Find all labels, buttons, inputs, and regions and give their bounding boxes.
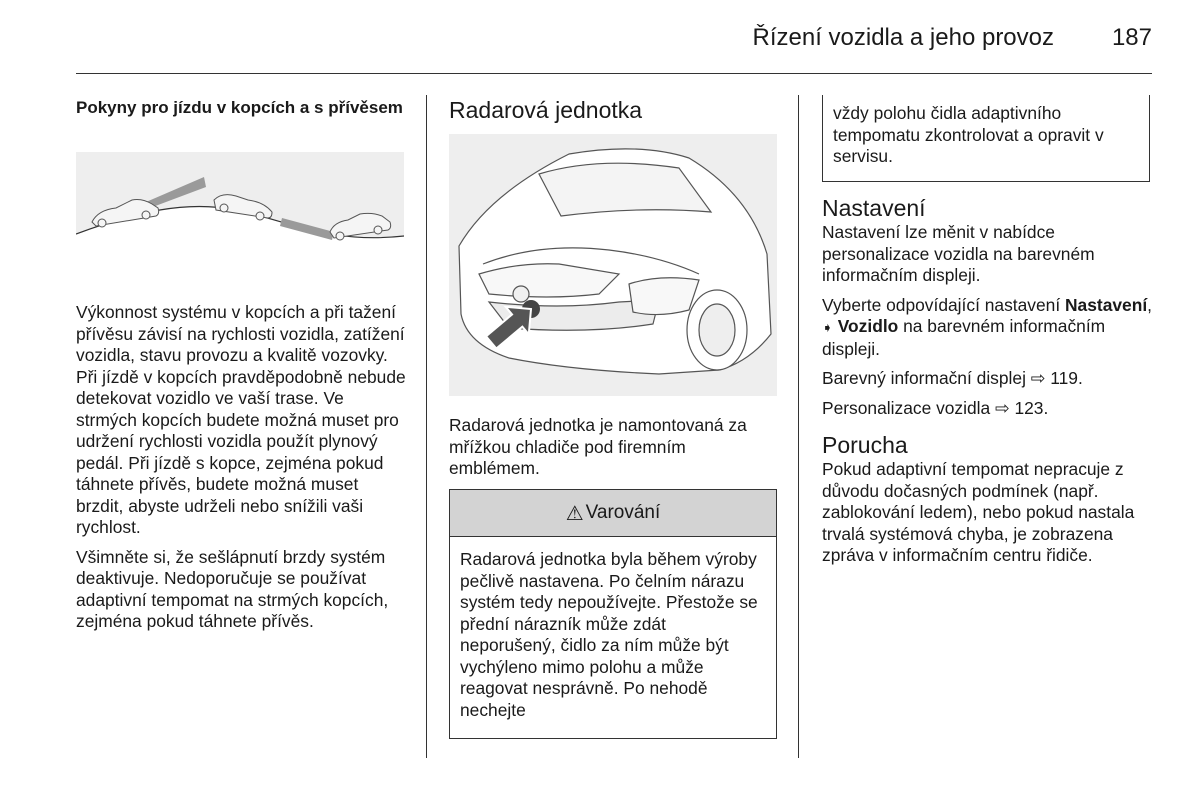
warning-continuation-text: vždy polohu čidla adaptivního tempomatu zkontrolovat a opravit v servisu.: [833, 103, 1104, 166]
header-rule: [76, 73, 1152, 74]
hill-cars-drawing: [76, 152, 404, 256]
menu-path-settings: Nastavení: [1065, 294, 1148, 315]
section-heading-settings: Nastavení: [822, 195, 926, 221]
column-1-body: [76, 302, 406, 633]
reference-vehicle-personalization: [822, 398, 1152, 420]
settings-rest: na barevném informačním displeji.: [822, 316, 1106, 359]
page-reference-icon: ⇨: [995, 397, 1010, 418]
column-divider-1: [426, 95, 427, 758]
warning-title: Varování: [585, 502, 661, 523]
hill-illustration: [76, 152, 404, 256]
paragraph-settings-2: [822, 295, 1152, 361]
page-number: 187: [1111, 24, 1152, 51]
menu-arrow-icon: ➧: [822, 320, 833, 335]
paragraph-hill-performance: Výkonnost systému v kopcích a při tažení přívěsu závisí na rychlosti vozidla, zatížení vozidla, stavu provozu a kvalitě vozovky. Při jízdě v kopcích pravděpodobně nebude detekovat vozidlo ve vaší trase. Ve strmých kopcích budete možná muset pro udržení rychlosti vozidla použít plynový pedál. Při jízdě s kopce, zejména pokud táhnete přívěs, budete možná muset brzdit, abyste udrželi nebo snížili vaši rychlost.: [76, 302, 406, 537]
section-heading-radar-unit: Radarová jednotka: [449, 97, 643, 123]
warning-triangle-icon: ⚠: [565, 502, 584, 525]
paragraph-brake-note: Všimněte si, že sešlápnutí brzdy systém deaktivuje. Nedoporučuje se používat adaptivní tempomat na strmých kopcích, zejména pokud táhnete přívěs.: [76, 546, 389, 631]
column-divider-2: [798, 95, 799, 758]
reference-personalization-page: 123.: [1014, 397, 1049, 418]
column-3-body: [822, 194, 1152, 567]
reference-color-display: [822, 368, 1152, 390]
subsection-heading-hills-trailer: Pokyny pro jízdu v kopcích a s přívěsem: [76, 98, 403, 117]
car-front-drawing: [449, 134, 777, 396]
paragraph-radar-location: Radarová jednotka je namontovaná za mřížkou chladiče pod firemním emblémem.: [449, 415, 747, 478]
reference-color-display-page: 119.: [1050, 368, 1083, 388]
reference-color-display-text: Barevný informační displej: [822, 368, 1026, 388]
paragraph-fault: Pokud adaptivní tempomat nepracuje z důvodu dočasných podmínek (např. zablokování ledem), nebo pokud nastala trvalá systémová chyba, je zobrazena zpráva v informačním centru řidiče.: [822, 459, 1135, 565]
column-1: [76, 97, 406, 118]
radar-car-illustration: [449, 134, 777, 396]
warning-header: [450, 490, 776, 537]
paragraph-settings-1: Nastavení lze měnit v nabídce personalizace vozidla na barevném informačním displeji.: [822, 222, 1095, 285]
settings-intro: Vyberte odpovídající nastavení: [822, 294, 1061, 315]
running-header-title: Řízení vozidla a jeho provoz: [752, 24, 1054, 51]
column-2-body: [449, 415, 779, 480]
page-reference-icon: ⇨: [1030, 368, 1046, 388]
menu-path-separator: ,: [1147, 294, 1153, 315]
menu-path-vehicle: Vozidlo: [837, 316, 899, 336]
reference-personalization-text: Personalizace vozidla: [822, 397, 991, 418]
warning-continuation-box: [822, 95, 1150, 182]
warning-box: [449, 489, 777, 739]
warning-text: Radarová jednotka byla během výroby pečlivě nastavena. Po čelním nárazu systém tedy nepoužívejte. Přestože se přední nárazník může zdát neporušený, čidlo za ním může být vychýleno mimo polohu a může reagovat nesprávně. Po nehodě nechejte: [460, 549, 758, 720]
section-heading-fault: Porucha: [822, 432, 908, 458]
